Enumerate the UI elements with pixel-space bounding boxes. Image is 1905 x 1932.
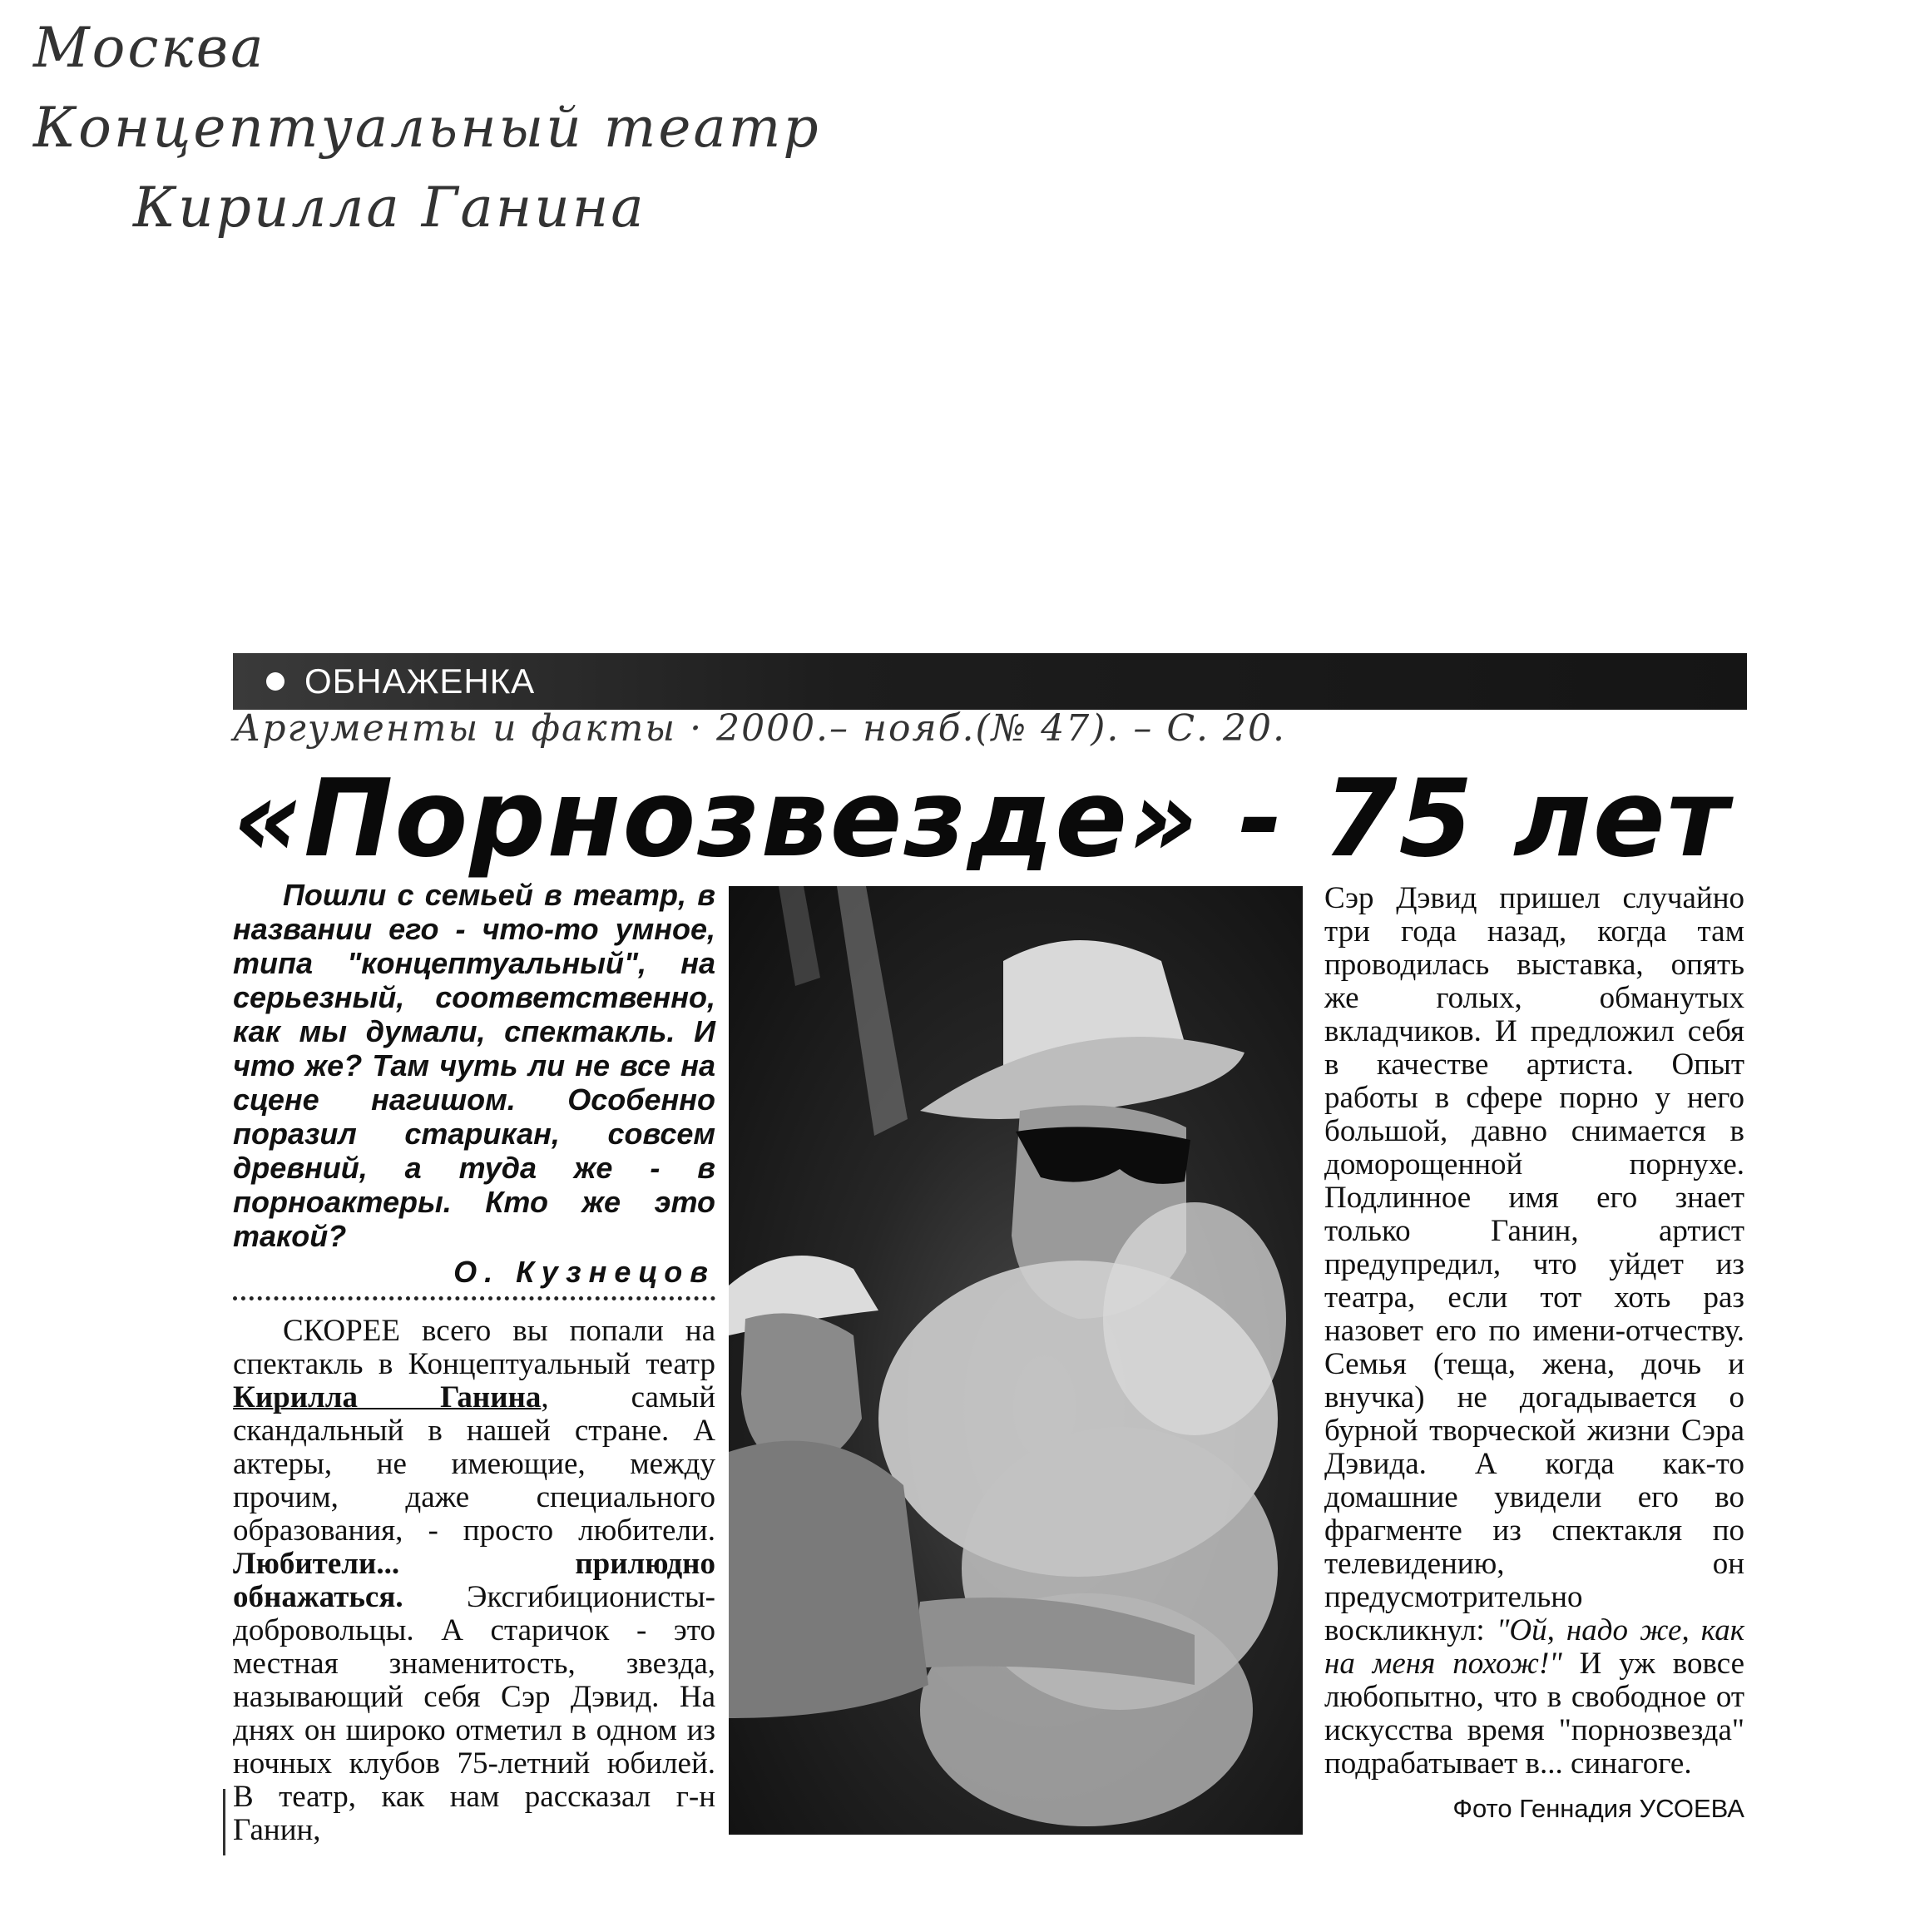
margin-mark — [223, 1789, 225, 1855]
article-lead — [233, 878, 715, 1289]
body-text: И уж вовсе любопытно, что в свободное от искусства время "порнозвезда" подрабатывает в... синагоге. — [1324, 1647, 1744, 1781]
bullet-icon — [266, 672, 285, 691]
handwritten-line-name: Кирилла Ганина — [133, 176, 646, 240]
body-paragraph — [1324, 882, 1744, 1781]
bold-phrase: Любители... прилюдно обнажаться. — [233, 1547, 715, 1614]
lead-author: О. Кузнецов — [453, 1255, 715, 1289]
dotted-divider — [233, 1296, 715, 1300]
quote-text: "Ой, надо же, как на меня похож!" — [1324, 1613, 1745, 1681]
handwritten-line-theatre: Концептуальный театр — [33, 96, 821, 160]
handwritten-line-city: Москва — [33, 16, 266, 80]
lead-text: Пошли с семьей в театр, в названии его - что-то умное, типа "концептуальный", на серьезный, соответственно, как мы думали, спектакль. И что же? Там чуть ли не все на сцене нагишом. Особенно поразил старикан, совсем древний, а туда же - в порноактеры. Кто же это такой? — [233, 878, 715, 1253]
director-name: Кирилла Ганина — [233, 1380, 542, 1414]
article-photo — [729, 886, 1303, 1835]
body-text: Эксгибиционисты-добровольцы. А старичок - это местная знаменитость, звезда, называющий себя Сэр Дэвид. На днях он широко отметил в одном из ночных клубов 75-летний юбилей. В театр, как нам рассказал г-н Ганин, — [233, 1580, 715, 1847]
article-headline: «Порнозвезде» - 75 лет — [233, 757, 1730, 881]
rubric-bar — [233, 653, 1747, 710]
handwritten-note — [33, 8, 821, 248]
rubric-label: ОБНАЖЕНКА — [304, 661, 536, 701]
photo-credit: Фото Геннадия УСОЕВА — [1452, 1794, 1744, 1823]
article-body-left-column — [233, 1315, 715, 1847]
handwritten-source-note: Аргументы и факты · 2000.– нояб.(№ 47). – С. 20. — [233, 707, 1286, 750]
body-text: СКОРЕЕ всего вы попали на спектакль в Концептуальный театр — [233, 1314, 715, 1381]
body-text: , самый скандальный в нашей стране. А актеры, не имеющие, между прочим, даже специального образования, - просто любители. — [233, 1380, 715, 1548]
article-body-right-column — [1324, 882, 1744, 1781]
body-text: Сэр Дэвид пришел случайно три года назад, когда там проводилась выставка, опять же голых, обманутых вкладчиков. И предложил себя в качестве артиста. Опыт работы в сфере порно у него большой, давно снимается в доморощенной порнухе. Подлинное имя его знает только Ганин, артист предупредил, что уйдет из театра, если тот хоть раз назовет его по имени-отчеству. Семья (теща, жена, дочь и внучка) не догадывается о бурной творческой жизни Сэра Дэвида. А когда как-то домашние увидели его во фрагменте из спектакля по телевидению, он предусмотрительно воскликнул: — [1324, 881, 1744, 1647]
body-paragraph — [233, 1315, 715, 1847]
